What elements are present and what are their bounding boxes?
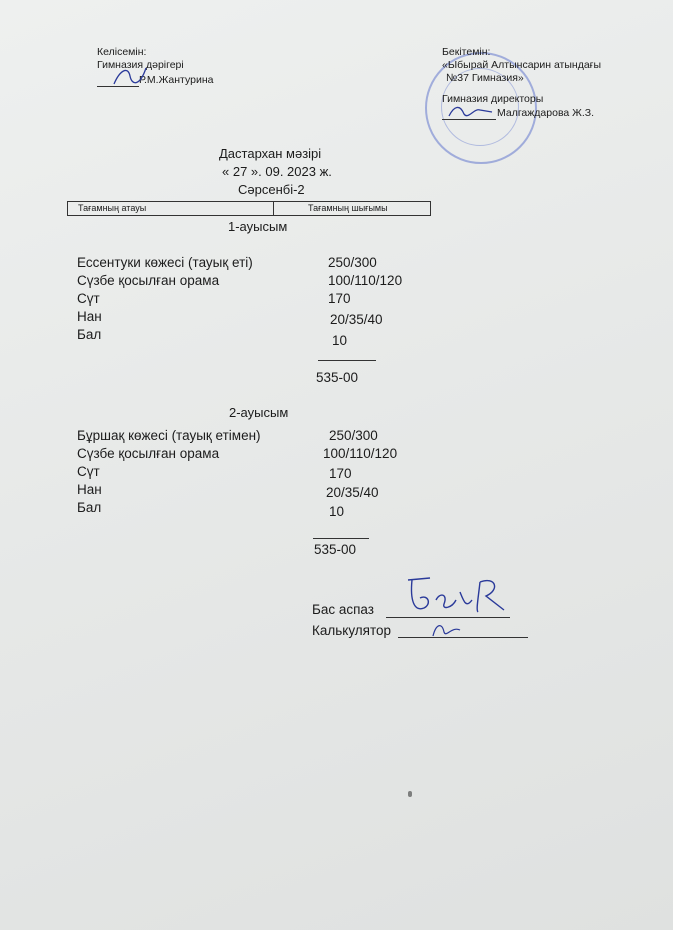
- menu-title: Дастархан мәзірі: [219, 146, 322, 161]
- chef-label: Бас аспаз: [312, 602, 374, 617]
- list-item-amount: 100/110/120: [328, 273, 403, 288]
- list-item-name: Сүт: [77, 464, 100, 479]
- list-item-name: Ессентуки көжесі (тауық еті): [77, 255, 253, 270]
- list-item-amount: 170: [329, 466, 352, 481]
- list-item-name: Бал: [77, 500, 102, 515]
- approval-right-label: Бекітемін:: [442, 46, 491, 58]
- column-dish-name: Тағамның атауы: [78, 203, 147, 213]
- approval-left-label: Келісемін:: [97, 46, 147, 58]
- approval-left-name: Р.М.Жантурина: [139, 74, 214, 86]
- shift1-total-line: [318, 360, 376, 361]
- list-item-amount: 20/35/40: [330, 312, 383, 327]
- approval-left-role: Гимназия дәрігері: [97, 59, 184, 71]
- chef-signature: [400, 570, 510, 620]
- shift1-title: 1-ауысым: [228, 219, 288, 234]
- shift2-total: 535-00: [314, 542, 357, 557]
- director-signature: [446, 100, 496, 124]
- approval-right-role: Гимназия директоры: [442, 93, 544, 105]
- shift2-total-line: [313, 538, 369, 539]
- approval-right-name: Малгаждарова Ж.З.: [497, 107, 595, 119]
- list-item-amount: 250/300: [329, 428, 378, 443]
- list-item-name: Сүзбе қосылған орама: [77, 273, 220, 288]
- approval-right-org-number: №37 Гимназия»: [446, 72, 524, 84]
- list-item-name: Нан: [77, 309, 102, 324]
- calculator-label: Калькулятор: [312, 623, 392, 638]
- list-item-amount: 170: [328, 291, 351, 306]
- table-header: [67, 201, 431, 216]
- list-item-name: Бал: [77, 327, 102, 342]
- list-item-amount: 250/300: [328, 255, 377, 270]
- shift1-total: 535-00: [316, 370, 359, 385]
- list-item-amount: 100/110/120: [323, 446, 398, 461]
- menu-day: Сәрсенбі-2: [238, 182, 305, 197]
- calculator-signature: [430, 618, 464, 642]
- list-item-name: Сүт: [77, 291, 100, 306]
- column-dish-yield: Тағамның шығымы: [308, 203, 388, 213]
- doctor-signature: [110, 60, 150, 90]
- shift2-title: 2-ауысым: [229, 405, 289, 420]
- menu-date: « 27 ». 09. 2023 ж.: [222, 164, 332, 179]
- approval-right-org: «Ыбырай Алтынсарин атындағы: [442, 59, 602, 71]
- list-item-amount: 10: [329, 504, 345, 519]
- list-item-amount: 20/35/40: [326, 485, 379, 500]
- list-item-amount: 10: [332, 333, 348, 348]
- list-item-name: Бұршақ көжесі (тауық етімен): [77, 428, 261, 443]
- list-item-name: Нан: [77, 482, 102, 497]
- column-divider: [273, 202, 274, 215]
- list-item-name: Сүзбе қосылған орама: [77, 446, 220, 461]
- ink-mark: [408, 791, 412, 797]
